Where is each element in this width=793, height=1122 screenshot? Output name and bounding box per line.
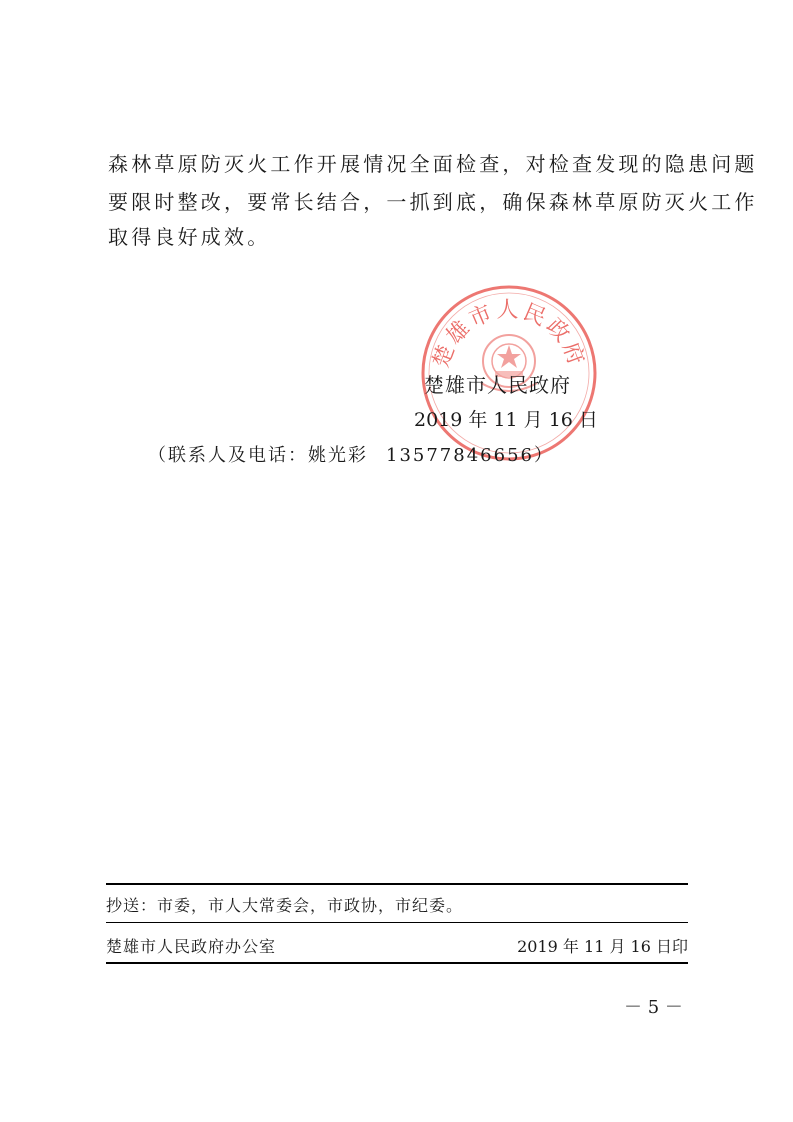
contact-label: （联系人及电话：姚光彩 [148, 445, 368, 466]
contact-phone: 13577846656） [386, 445, 554, 466]
signing-date: 2019 年 11 月 16 日 [414, 409, 598, 431]
signing-organization: 楚雄市人民政府 [424, 373, 571, 397]
print-date: 2019 年 11 月 16 日印 [517, 937, 688, 956]
footer-bottom-rule [106, 962, 688, 964]
contact-info [148, 441, 554, 467]
body-line-2: 要限时整改，要常长结合，一抓到底，确保森林草原防灭火工作 [108, 190, 758, 214]
cc-recipients: 抄送：市委，市人大常委会，市政协，市纪委。 [106, 896, 464, 915]
seal-text: 楚雄市人民政府 [428, 298, 590, 372]
footer-top-rule [106, 883, 688, 885]
page-number: － 5 － [624, 997, 683, 1018]
footer-middle-rule [106, 922, 688, 923]
issuing-office: 楚雄市人民政府办公室 [106, 937, 277, 956]
body-line-1: 森林草原防灭火工作开展情况全面检查，对检查发现的隐患问题 [108, 152, 758, 176]
body-line-3: 取得良好成效。 [108, 225, 271, 249]
